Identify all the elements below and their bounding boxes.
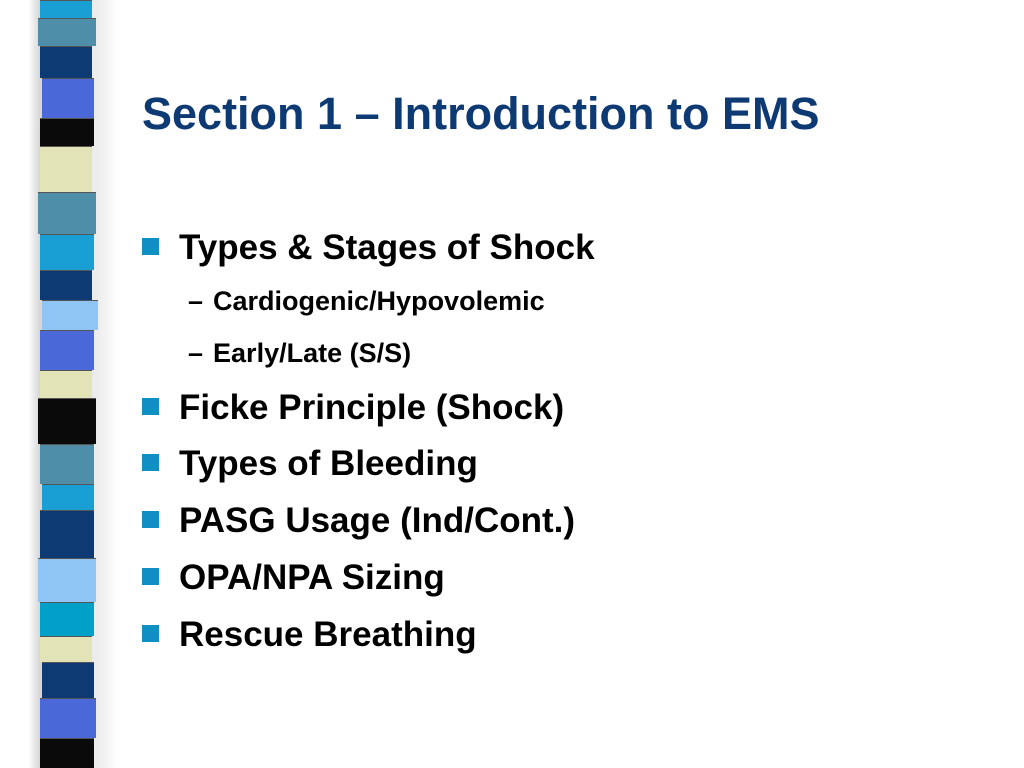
decorative-stripe xyxy=(42,78,94,118)
square-bullet-icon xyxy=(142,511,159,528)
bullet-text: Ficke Principle (Shock) xyxy=(179,388,565,427)
decorative-stripe xyxy=(40,636,92,662)
decorative-stripe xyxy=(40,146,92,192)
decorative-stripe xyxy=(38,398,96,444)
bullet-item xyxy=(142,388,564,428)
slide-title: Section 1 – Introduction to EMS xyxy=(142,88,820,139)
bullet-text: PASG Usage (Ind/Cont.) xyxy=(179,501,576,540)
decorative-stripe xyxy=(40,602,94,636)
decorative-stripe xyxy=(40,330,94,370)
decorative-stripe-strip xyxy=(34,0,104,768)
decorative-stripe xyxy=(40,370,92,398)
bullet-item xyxy=(142,501,575,541)
sub-bullet-item xyxy=(188,338,411,369)
square-bullet-icon xyxy=(142,398,159,415)
decorative-stripe xyxy=(40,46,92,78)
sub-bullet-item xyxy=(188,286,545,317)
bullet-text: OPA/NPA Sizing xyxy=(179,558,445,597)
decorative-stripe xyxy=(42,300,98,330)
bullet-item xyxy=(142,228,595,268)
bullet-text: Types & Stages of Shock xyxy=(179,228,595,267)
decorative-stripe xyxy=(40,698,96,738)
decorative-stripe xyxy=(40,0,92,18)
square-bullet-icon xyxy=(142,454,159,471)
bullet-item xyxy=(142,558,445,598)
bullet-text: Types of Bleeding xyxy=(179,444,478,483)
decorative-stripe xyxy=(38,18,96,46)
decorative-stripe xyxy=(40,738,94,768)
square-bullet-icon xyxy=(142,568,159,585)
decorative-stripe xyxy=(42,484,94,510)
sub-bullet-text: Early/Late (S/S) xyxy=(213,338,412,368)
bullet-item xyxy=(142,615,477,655)
decorative-stripe xyxy=(38,558,96,602)
square-bullet-icon xyxy=(142,625,159,642)
dash-bullet-icon: – xyxy=(188,338,204,368)
decorative-stripe xyxy=(42,662,94,698)
decorative-stripe xyxy=(40,444,94,484)
square-bullet-icon xyxy=(142,238,159,255)
bullet-item xyxy=(142,444,478,484)
bullet-text: Rescue Breathing xyxy=(179,615,477,654)
decorative-stripe xyxy=(40,510,94,558)
decorative-stripe xyxy=(38,192,96,234)
decorative-stripe xyxy=(40,234,94,270)
dash-bullet-icon: – xyxy=(188,286,204,316)
decorative-stripe xyxy=(40,270,92,300)
decorative-stripe xyxy=(40,118,94,146)
sub-bullet-text: Cardiogenic/Hypovolemic xyxy=(213,286,545,316)
